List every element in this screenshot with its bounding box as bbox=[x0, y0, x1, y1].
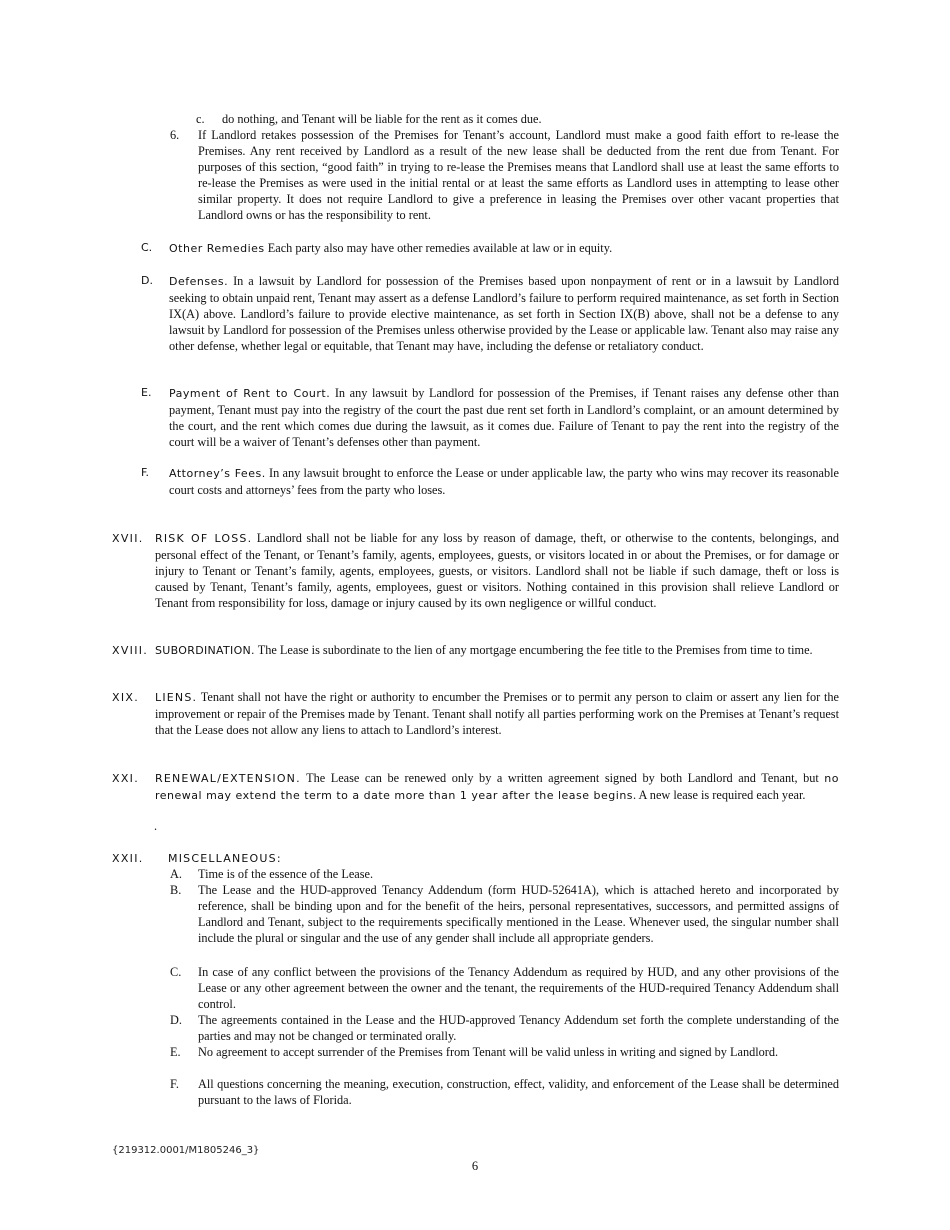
section-heading-xix: LIENS. bbox=[155, 691, 198, 704]
page-number: 6 bbox=[471, 1159, 479, 1173]
section-numeral-xxii: XXII. bbox=[112, 852, 144, 865]
section-text-xvii: Landlord shall not be liable for any loss by reason of damage, theft, or otherwise to the contents, belongings, and personal effect of the Tenant, or Tenant’s family, agents, employees, guests, or visitors located in or about the Premises, or for damage or injury to Tenant or Tenant’s family, agents, employees, guests, or visitors. Landlord shall not be liable if such damage, theft or loss is caused by Tenant, Tenant’s family, agents, employees, guest or visitors. Nothing contained in this provision shall relieve Landlord or Tenant from responsibility for loss, damage or injury caused by its own negligence or willful conduct. bbox=[155, 531, 839, 610]
misc-item-label: C. bbox=[170, 965, 182, 979]
misc-item-text: Time is of the essence of the Lease. bbox=[198, 867, 374, 881]
subsection-e bbox=[169, 385, 839, 450]
list-label-c: c. bbox=[196, 112, 205, 126]
subsection-heading-f: Attorney’s Fees. bbox=[169, 467, 266, 480]
subsection-label-e: E. bbox=[141, 386, 152, 399]
section-text-xxi-b: no renewal may extend the term to a date more than 1 year after the lease begins bbox=[155, 772, 839, 802]
section-xvii bbox=[155, 530, 839, 611]
subsection-label-f: F. bbox=[141, 466, 150, 479]
section-numeral-xxi: XXI. bbox=[112, 772, 140, 785]
subsection-heading-c: Other Remedies bbox=[169, 242, 265, 255]
section-heading-xviii: SUBORDINATION. bbox=[155, 644, 255, 657]
section-numeral-xvii: XVII. bbox=[112, 532, 144, 545]
misc-item-label: B. bbox=[170, 883, 182, 897]
section-numeral-xix: XIX. bbox=[112, 691, 140, 704]
misc-item-text: No agreement to accept surrender of the Premises from Tenant will be valid unless in writing and signed by Landlord. bbox=[198, 1045, 779, 1059]
stray-dot: . bbox=[154, 819, 158, 833]
subsection-heading-d: Defenses. bbox=[169, 275, 229, 288]
list-label-6: 6. bbox=[170, 128, 180, 142]
misc-item-text: The Lease and the HUD-approved Tenancy Addendum (form HUD-52641A), which is attached hereto and incorporated by reference, shall be binding upon and for the benefit of the heirs, personal representatives, successors, and permitted assigns of Landlord and Tenant, subject to the requirements specifically mentioned in the Lease. Whenever used, the singular number shall include the plural or singular and the use of any gender shall include all appropriate genders. bbox=[198, 883, 839, 945]
section-xix bbox=[155, 689, 839, 738]
subsection-c bbox=[169, 240, 839, 257]
subsection-label-c: C. bbox=[141, 241, 153, 254]
misc-item-label: A. bbox=[170, 867, 182, 881]
section-heading-xxii: MISCELLANEOUS: bbox=[168, 852, 282, 865]
misc-item-text: The agreements contained in the Lease and the HUD-approved Tenancy Addendum set forth the complete understanding of the parties and may not be changed or terminated orally. bbox=[198, 1013, 839, 1043]
section-heading-xxi: RENEWAL/EXTENSION. bbox=[155, 772, 301, 785]
subsection-text-c: Each party also may have other remedies available at law or in equity. bbox=[264, 241, 613, 255]
misc-item-label: F. bbox=[170, 1077, 179, 1091]
section-text-xix: Tenant shall not have the right or authority to encumber the Premises or to permit any person to claim or assert any lien for the improvement or repair of the Premises made by Tenant. Tenant shall notify all parties performing work on the Premises at Tenant’s request that the Lease does not allow any liens to attach to Landlord’s interest. bbox=[155, 690, 839, 737]
section-text-xxi-c: . A new lease is required each year. bbox=[633, 788, 806, 802]
misc-item-label: D. bbox=[170, 1013, 182, 1027]
section-text-xviii: The Lease is subordinate to the lien of any mortgage encumbering the fee title to the Premises from time to time. bbox=[254, 643, 813, 657]
subsection-d bbox=[169, 273, 839, 354]
subsection-label-d: D. bbox=[141, 274, 153, 287]
section-xviii bbox=[155, 642, 839, 659]
subsection-heading-e: Payment of Rent to Court. bbox=[169, 387, 331, 400]
subsection-text-e: In any lawsuit by Landlord for possession of the Premises, if Tenant raises any defense other than payment, Tenant must pay into the registry of the court the past due rent set forth in Landlord’s complaint, or an amount determined by the court, and the rent which comes due during the lawsuit, as it comes due. Failure of Tenant to pay the rent into the registry of the court will be a waiver of Tenant’s defenses other than payment. bbox=[169, 386, 839, 449]
list-text-6: If Landlord retakes possession of the Premises for Tenant’s account, Landlord must make a good faith effort to re-lease the Premises. Any rent received by Landlord as a result of the new lease shall be deducted from the rent due from Tenant. For purposes of this section, “good faith” in trying to re-lease the Premises means that Landlord shall use at least the same efforts to re-lease the Premises as were used in the initial rental or at least the same efforts as Landlord uses in attempting to lease other similar property. It does not require Landlord to give a preference in leasing the Premises over other vacant properties that Landlord owns or has the responsibility to rent. bbox=[198, 128, 839, 222]
section-heading-xvii: RISK OF LOSS. bbox=[155, 532, 253, 545]
section-numeral-xviii: XVIII. bbox=[112, 644, 149, 657]
list-text-c: do nothing, and Tenant will be liable for the rent as it comes due. bbox=[222, 112, 542, 126]
misc-item-text: All questions concerning the meaning, execution, construction, effect, validity, and enforcement of the Lease shall be determined pursuant to the laws of Florida. bbox=[198, 1077, 839, 1107]
section-xxi bbox=[155, 770, 839, 804]
subsection-text-f: In any lawsuit brought to enforce the Lease or under applicable law, the party who wins may recover its reasonable court costs and attorneys’ fees from the party who loses. bbox=[169, 466, 839, 497]
misc-item-text: In case of any conflict between the provisions of the Tenancy Addendum as required by HUD, and any other provisions of the Lease or any other agreement between the owner and the tenant, the requirements of the HUD-required Tenancy Addendum shall control. bbox=[198, 965, 839, 1011]
misc-item-label: E. bbox=[170, 1045, 181, 1059]
subsection-f bbox=[169, 465, 839, 498]
document-id: {219312.0001/M1805246_3} bbox=[112, 1145, 260, 1156]
subsection-text-d: In a lawsuit by Landlord for possession of the Premises based upon nonpayment of rent or in a lawsuit by Landlord seeking to obtain unpaid rent, Tenant may assert as a defense Landlord’s failure to perform required maintenance, as set forth in Section IX(A) above. Landlord’s failure to provide elective maintenance, as set forth in Section IX(B) above, shall not be a defense to any lawsuit by Landlord for possession of the Premises unless otherwise provided by the Lease or applicable law. Tenant also may raise any other defense, whether legal or equitable, that Tenant may have, including the defense or retaliatory conduct. bbox=[169, 274, 839, 353]
section-text-xxi-a: The Lease can be renewed only by a written agreement signed by both Landlord and Tenant, but bbox=[300, 771, 825, 785]
